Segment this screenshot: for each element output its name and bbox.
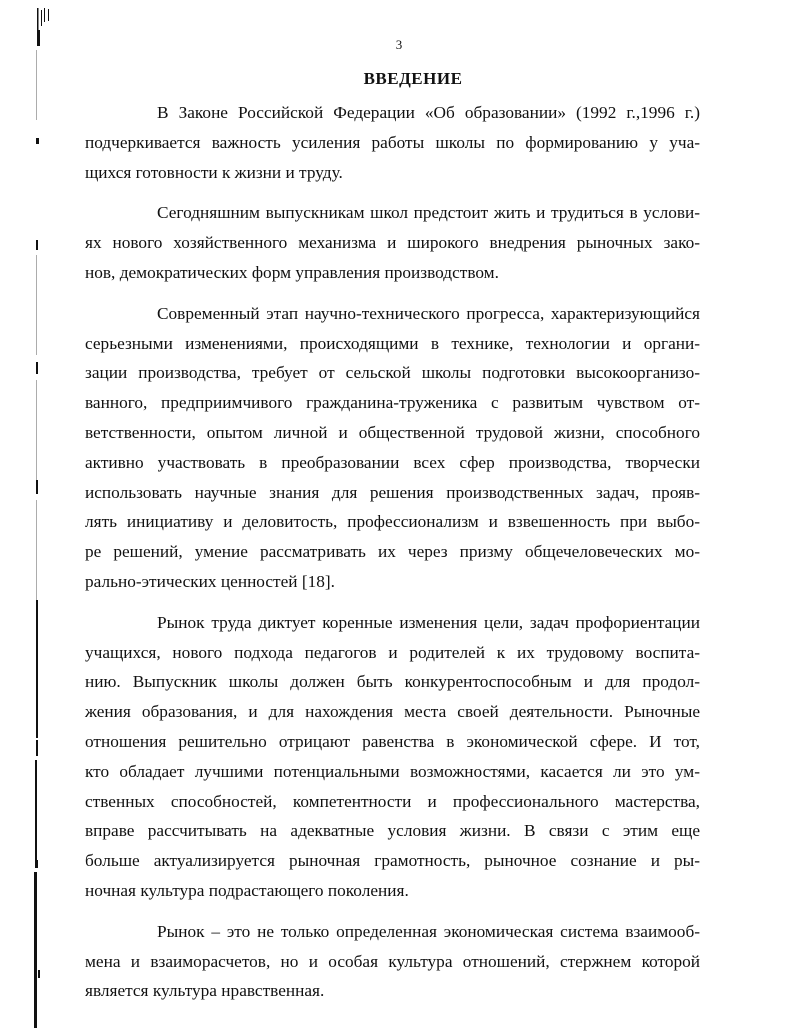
text-line: использовать научные знания для решения производственных задач, прояв- <box>85 482 700 502</box>
text-line: В Законе Российской Федерации «Об образовании» (1992 г.,1996 г.) <box>157 103 700 122</box>
paragraph <box>85 98 700 187</box>
document-body <box>85 98 700 1006</box>
binding-edge-marks <box>0 0 60 1028</box>
text-line: нию. Выпускник школы должен быть конкурентоспособным и для продол- <box>85 672 700 692</box>
text-line: Рынок – это не только определенная экономическая система взаимооб- <box>157 921 700 941</box>
text-line: мена и взаиморасчетов, но и особая культура отношений, стержнем которой <box>85 951 700 971</box>
paragraph <box>85 198 700 287</box>
text-line: кто обладает лучшими потенциальными возможностями, касается ли это ум- <box>85 761 700 781</box>
text-line: Современный этап научно-технического прогресса, характеризующийся <box>157 303 700 323</box>
text-line: ре решений, умение рассматривать их через призму общечеловеческих мо- <box>85 542 700 562</box>
paragraph <box>85 608 700 906</box>
text-line: ях нового хозяйственного механизма и широкого внедрения рыночных зако- <box>85 233 700 253</box>
paragraph <box>85 917 700 1006</box>
text-line: рально-этических ценностей [18]. <box>85 571 335 591</box>
text-line: Сегодняшним выпускникам школ предстоит жить и трудиться в услови- <box>157 203 700 223</box>
page-title: ВВЕДЕНИЕ <box>363 69 463 88</box>
page-number: 3 <box>395 37 403 52</box>
text-line: ственных способностей, компетентности и профессионального мастерства, <box>85 791 700 811</box>
text-line: ночная культура подрастающего поколения. <box>85 880 409 900</box>
text-line: щихся готовности к жизни и труду. <box>85 162 343 182</box>
paragraph <box>85 299 700 597</box>
text-line: учащихся, нового подхода педагогов и родителей к их трудовому воспита- <box>85 642 700 662</box>
text-line: Рынок труда диктует коренные изменения цели, задач профориентации <box>157 612 700 632</box>
text-line: отношения решительно отрицают равенства в экономической сфере. И тот, <box>85 731 700 751</box>
text-line: ванного, предприимчивого гражданина-труженика с развитым чувством от- <box>85 393 700 413</box>
text-line: больше актуализируется рыночная грамотность, рыночное сознание и ры- <box>85 851 700 871</box>
text-line: активно участвовать в преобразовании всех сфер производства, творчески <box>85 452 700 472</box>
text-line: нов, демократических форм управления производством. <box>85 262 499 282</box>
text-line: зации производства, требует от сельской школы подготовки высокоорганизо- <box>85 363 700 383</box>
text-line: лять инициативу и деловитость, профессионализм и взвешенность при выбо- <box>85 512 700 532</box>
text-line: является культура нравственная. <box>85 981 325 1001</box>
text-line: подчеркивается важность усиления работы школы по формированию у уча- <box>85 132 700 152</box>
text-line: жения образования, и для нахождения места своей деятельности. Рыночные <box>85 702 700 722</box>
text-line: вправе рассчитывать на адекватные условия жизни. В связи с этим еще <box>85 821 700 841</box>
text-line: ветственности, опытом личной и общественной трудовой жизни, способного <box>85 422 700 442</box>
text-line: серьезными изменениями, происходящими в технике, технологии и органи- <box>85 333 700 353</box>
